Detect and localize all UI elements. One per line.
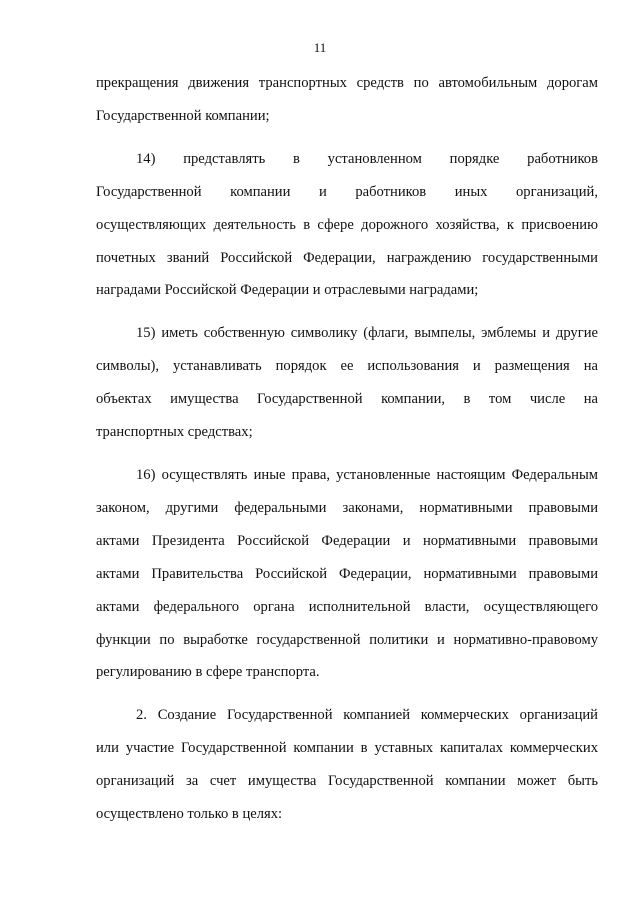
text-line: символы), устанавливать порядок ее использования и размещения на [96, 358, 598, 375]
text-line: прекращения движения транспортных средств по автомобильным дорогам [96, 75, 598, 91]
text-line: актами Президента Российской Федерации и нормативными правовыми [96, 532, 598, 549]
text-line: Государственной компании и работников иных организаций, [96, 183, 598, 200]
text-line: 16) осуществлять иные права, установленные настоящим Федеральным [136, 466, 598, 483]
text-line: актами федерального органа исполнительной власти, осуществляющего [96, 598, 598, 615]
paragraph-section-2 [96, 699, 598, 831]
text-line: осуществляющих деятельность в сфере дорожного хозяйства, к присвоению [96, 216, 598, 233]
paragraph-item-14 [96, 143, 598, 308]
paragraph-continuation [96, 67, 598, 133]
text-line: транспортных средствах; [96, 424, 253, 441]
text-line: почетных званий Российской Федерации, награждению государственными [96, 249, 598, 266]
text-line: законом, другими федеральными законами, нормативными правовыми [96, 499, 598, 516]
text-line: регулированию в сфере транспорта. [96, 664, 320, 681]
text-line: 2. Создание Государственной компанией коммерческих организаций [136, 707, 598, 724]
text-line: 15) иметь собственную символику (флаги, вымпелы, эмблемы и другие [136, 325, 598, 342]
text-line: наградами Российской Федерации и отраслевыми наградами; [96, 282, 479, 299]
text-line: Государственной компании; [96, 107, 270, 124]
document-body [96, 67, 598, 831]
page-number: 11 [313, 40, 327, 55]
text-line: организаций за счет имущества Государственной компании может быть [96, 773, 598, 790]
text-line: объектах имущества Государственной компании, в том числе на [96, 391, 598, 408]
text-line: функции по выработке государственной политики и нормативно-правовому [96, 631, 598, 648]
text-line: или участие Государственной компании в уставных капиталах коммерческих [96, 740, 598, 757]
paragraph-item-16 [96, 459, 598, 689]
paragraph-item-15 [96, 317, 598, 449]
text-line: актами Правительства Российской Федерации, нормативными правовыми [96, 565, 598, 582]
text-line: 14) представлять в установленном порядке работников [136, 150, 598, 167]
text-line: осуществлено только в целях: [96, 806, 283, 823]
